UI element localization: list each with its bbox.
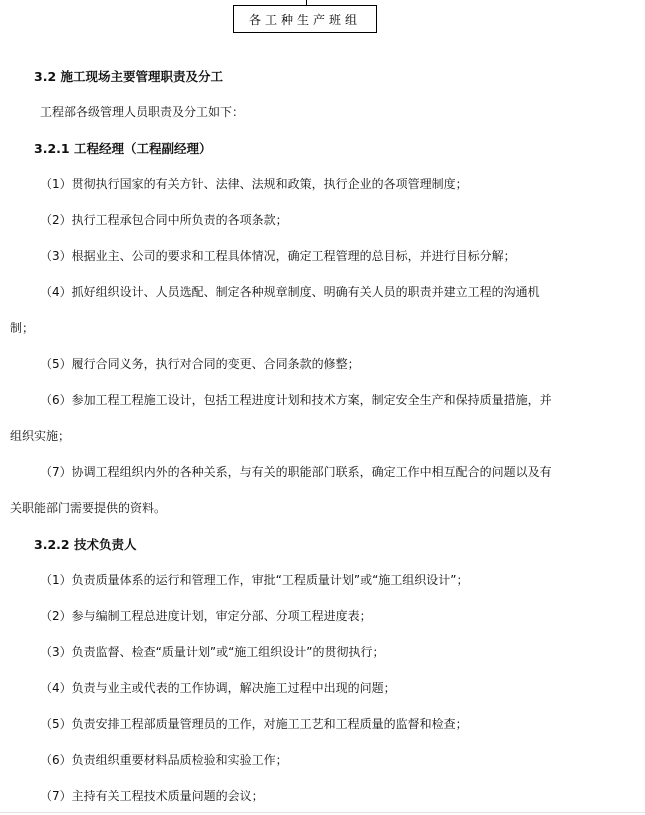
- subsection-title-1: 3.2.1 工程经理（工程副经理）: [34, 141, 212, 156]
- duty-item: （7）协调工程组织内外的各种关系，与有关的职能部门联系，确定工作中相互配合的问题以及有: [40, 465, 552, 479]
- duty-item: （7）主持有关工程技术质量问题的会议；: [40, 789, 264, 803]
- duty-item: （2）参与编制工程总进度计划，审定分部、分项工程进度表；: [40, 609, 372, 623]
- duty-item: （1）负责质量体系的运行和管理工作，审批“工程质量计划”或“施工组织设计”；: [40, 573, 469, 587]
- org-chart-box: [233, 5, 377, 33]
- intro-text: 工程部各级管理人员职责及分工如下：: [40, 105, 245, 119]
- duty-item: （3）负责监督、检查“质量计划”或“施工组织设计”的贯彻执行；: [40, 645, 385, 659]
- subsection-title-2: 3.2.2 技术负责人: [34, 537, 137, 552]
- duty-item: （1）贯彻执行国家的有关方针、法律、法规和政策，执行企业的各项管理制度；: [40, 177, 468, 191]
- duty-item: （5）履行合同义务，执行对合同的变更、合同条款的修整；: [40, 357, 360, 371]
- duty-item: （5）负责安排工程部质量管理员的工作，对施工工艺和工程质量的监督和检查；: [40, 717, 468, 731]
- org-chart-box-label: 各工种生产班组: [248, 12, 361, 27]
- duty-item: （3）根据业主、公司的要求和工程具体情况，确定工程管理的总目标，并进行目标分解；: [40, 249, 516, 263]
- duty-item-continuation: 关职能部门需要提供的资料。: [10, 501, 167, 515]
- duty-item: （6）负责组织重要材料品质检验和实验工作；: [40, 753, 288, 767]
- duty-item: （4）负责与业主或代表的工作协调，解决施工过程中出现的问题；: [40, 681, 396, 695]
- section-title: 3.2 施工现场主要管理职责及分工: [34, 69, 223, 84]
- duty-item: （4）抓好组织设计、人员选配、制定各种规章制度、明确有关人员的职责并建立工程的沟通机: [40, 285, 540, 299]
- duty-item-continuation: 制；: [10, 321, 35, 335]
- duty-item-continuation: 组织实施；: [10, 429, 71, 443]
- duty-item: （2）执行工程承包合同中所负责的各项条款；: [40, 213, 288, 227]
- duty-item: （6）参加工程工程施工设计，包括工程进度计划和技术方案，制定安全生产和保持质量措施，并: [40, 393, 552, 407]
- page-edge-divider: [0, 812, 645, 813]
